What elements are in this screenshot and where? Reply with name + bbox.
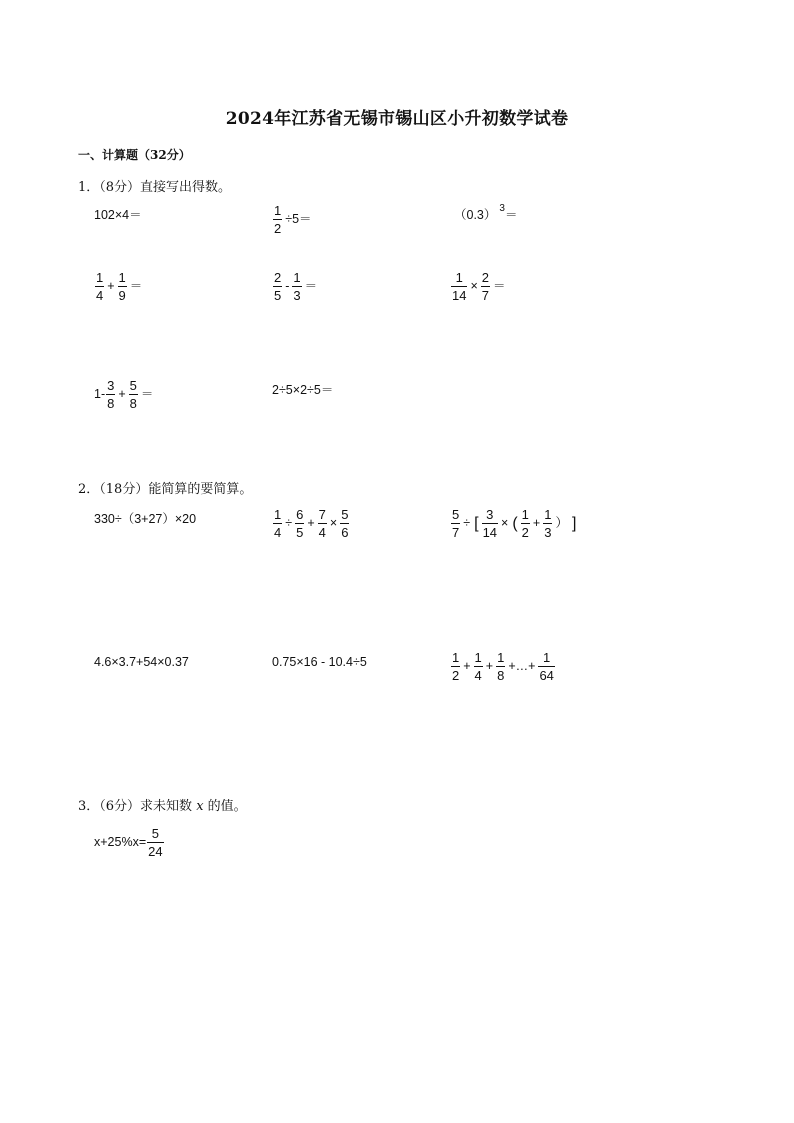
operator: × [501,516,509,531]
variable-x: x [196,799,204,814]
q1-expr-2 [272,203,314,236]
operator: + [118,387,126,402]
fraction: $\frac{1}{2}$ [452,650,460,683]
fraction: $\frac{1}{14}$ [452,270,467,303]
fraction: $\frac{6}{5}$ [296,507,304,540]
operator: + [107,279,115,294]
q2-expr-3 [450,507,578,540]
q2-expr-5: 0.75×16 - 10.4÷5 [272,655,367,669]
lead-term: 1- [94,387,106,402]
fraction: $\frac{1}{2}$ [521,507,529,540]
operator: ÷ [285,516,293,531]
base: （0.3） [454,208,497,222]
fraction: $\frac{5}{7}$ [452,507,460,540]
lhs: x+25%x= [94,835,147,850]
equals: ＝ [140,387,154,402]
fraction: $\frac{1}{64}$ [539,650,554,683]
operator: + [485,659,494,674]
q2-expr-4: 4.6×3.7+54×0.37 [94,655,189,669]
q2-expr-6 [450,650,556,683]
q3-expr-1 [94,826,165,859]
q2-expr-1: 330÷（3+27）×20 [94,512,197,526]
fraction: $\frac{1}{8}$ [497,650,505,683]
equals: ＝ [129,279,143,294]
fraction: $\frac{1}{3}$ [293,270,301,303]
fraction: $\frac{5}{6}$ [341,507,349,540]
q1-expr-3 [454,203,518,222]
label-text: 的值。 [203,799,247,814]
question-1-label: 1．（8分）直接写出得数。 [78,180,232,195]
section-heading: 一、计算题（32分） [78,148,191,162]
operator: × [329,516,338,531]
q1-expr-8: 2÷5×2÷5＝ [272,383,334,397]
fraction: $\frac{1}{3}$ [544,507,552,540]
fraction: $\frac{7}{4}$ [318,507,326,540]
operator: + [532,516,541,531]
left-paren: ( [512,514,518,532]
fraction: $\frac{2}{7}$ [481,270,490,303]
fraction: $\frac{5}{24}$ [148,826,163,859]
left-bracket: [ [474,514,479,532]
fraction: $\frac{1}{4}$ [96,270,104,303]
q2-expr-2 [272,507,350,540]
equals: ＝ [493,279,506,294]
question-2-label: 2．（18分）能简算的要简算。 [78,482,253,497]
exponent: 3 [499,203,505,215]
label-text: 3．（6分）求未知数 [78,799,197,814]
question-3-label [78,795,247,814]
fraction: $\frac{1}{2}$ [274,203,282,236]
equals: ＝ [304,279,318,294]
equals: ＝ [504,208,518,222]
fraction: $\frac{1}{4}$ [274,507,282,540]
fraction: $\frac{1}{4}$ [474,650,482,683]
q1-expr-7 [94,378,155,411]
fraction: $\frac{2}{5}$ [274,270,282,303]
q1-expr-4 [94,270,144,303]
operator: - [285,279,290,294]
fraction: $\frac{5}{8}$ [129,378,137,411]
operator: × [470,279,478,294]
q1-expr-1: 102×4＝ [94,208,142,222]
operator: + [463,659,471,674]
right-paren: ） [555,516,568,531]
right-bracket: ] [571,514,577,532]
fraction: $\frac{1}{9}$ [118,270,126,303]
expr-tail: ÷5＝ [285,212,312,227]
q1-expr-6 [450,270,508,303]
operator: + [307,516,315,531]
operator: ÷ [463,516,471,531]
fraction: $\frac{3}{8}$ [107,378,115,411]
fraction: $\frac{3}{14}$ [482,507,498,540]
q1-expr-5 [272,270,319,303]
page-title: 2024年江苏省无锡市锡山区小升初数学试卷 [225,109,569,129]
operator: +…+ [508,659,536,674]
